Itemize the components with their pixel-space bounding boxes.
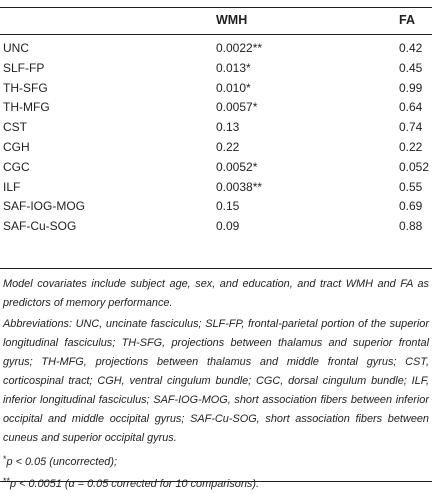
wmh-cell: 0.013* — [216, 60, 251, 75]
wmh-cell: 0.15 — [216, 199, 240, 214]
table-row — [0, 218, 432, 238]
wmh-cell: 0.0022** — [216, 41, 263, 55]
tract-cell: SLF-FP — [3, 60, 45, 75]
footnote-symbol: ** — [3, 476, 11, 486]
header-rule — [0, 34, 432, 35]
abbreviations-note: Abbreviations: UNC, uncinate fasciculus; SLF-FP, frontal-parietal portion of the superior longitudinal fasciculus; TH-SFG, projections between thalamus and superior frontal gyrus; TH-MFG, projections between thalamus and middle frontal gyrus; CST, corticospinal tract; CGH, ventral cingulum bundle; CGC, dorsal cingulum bundle; ILF, inferior longitudinal fasciculus; SAF-IOG-MOG, short association fibers between inferior occipital and middle occipital gyrus; SAF-Cu-SOG, short association fibers between cuneus and superior occipital gyrus. — [3, 318, 429, 444]
tract-cell: TH-MFG — [3, 100, 50, 115]
table-body — [0, 40, 432, 238]
fa-cell: 0.88 — [399, 219, 423, 234]
table-row — [0, 119, 432, 139]
footnote-uncorrected — [3, 450, 429, 472]
footnote-corrected — [3, 472, 429, 494]
fa-cell: 0.99 — [399, 80, 423, 95]
body-rule — [0, 268, 432, 269]
table-row — [0, 40, 432, 60]
fa-cell: 0.052 — [399, 159, 430, 174]
table-row — [0, 99, 432, 119]
column-header-fa: FA — [399, 13, 415, 27]
wmh-cell: 0.0057* — [216, 100, 258, 115]
tract-cell: SAF-Cu-SOG — [3, 219, 77, 234]
table-notes — [3, 275, 429, 494]
table-row — [0, 179, 432, 199]
column-header-wmh: WMH — [216, 13, 248, 27]
table-row — [0, 139, 432, 159]
fa-cell: 0.42 — [399, 41, 423, 55]
wmh-cell: 0.010* — [216, 80, 251, 95]
tract-cell: CGH — [3, 139, 30, 154]
tract-cell: CGC — [3, 159, 30, 174]
fa-cell: 0.64 — [399, 100, 423, 115]
fa-cell: 0.22 — [399, 139, 423, 154]
wmh-cell: 0.0038** — [216, 179, 263, 194]
table-row — [0, 159, 432, 179]
footnote-symbol: * — [3, 454, 7, 464]
fa-cell: 0.45 — [399, 60, 423, 75]
table-row — [0, 198, 432, 218]
tract-cell: UNC — [3, 41, 29, 55]
top-rule — [0, 7, 432, 8]
wmh-cell: 0.22 — [216, 139, 240, 154]
wmh-cell: 0.0052* — [216, 159, 258, 174]
table-row — [0, 80, 432, 100]
fa-cell: 0.74 — [399, 120, 423, 135]
wmh-cell: 0.13 — [216, 120, 240, 135]
table-row — [0, 60, 432, 80]
footnote-text: p < 0.0051 (α = 0.05 corrected for 10 comparisons). — [10, 478, 259, 490]
fa-cell: 0.69 — [399, 199, 423, 214]
tract-cell: SAF-IOG-MOG — [3, 199, 85, 214]
covariates-note: Model covariates include subject age, sex, and education, and tract WMH and FA as predictors of memory performance. — [3, 278, 429, 309]
tract-cell: ILF — [3, 179, 21, 194]
footnote-text: p < 0.05 (uncorrected); — [6, 456, 117, 468]
tract-cell: TH-SFG — [3, 80, 48, 95]
bottom-rule — [0, 481, 432, 482]
fa-cell: 0.55 — [399, 179, 423, 194]
tract-cell: CST — [3, 120, 27, 135]
wmh-cell: 0.09 — [216, 219, 240, 234]
